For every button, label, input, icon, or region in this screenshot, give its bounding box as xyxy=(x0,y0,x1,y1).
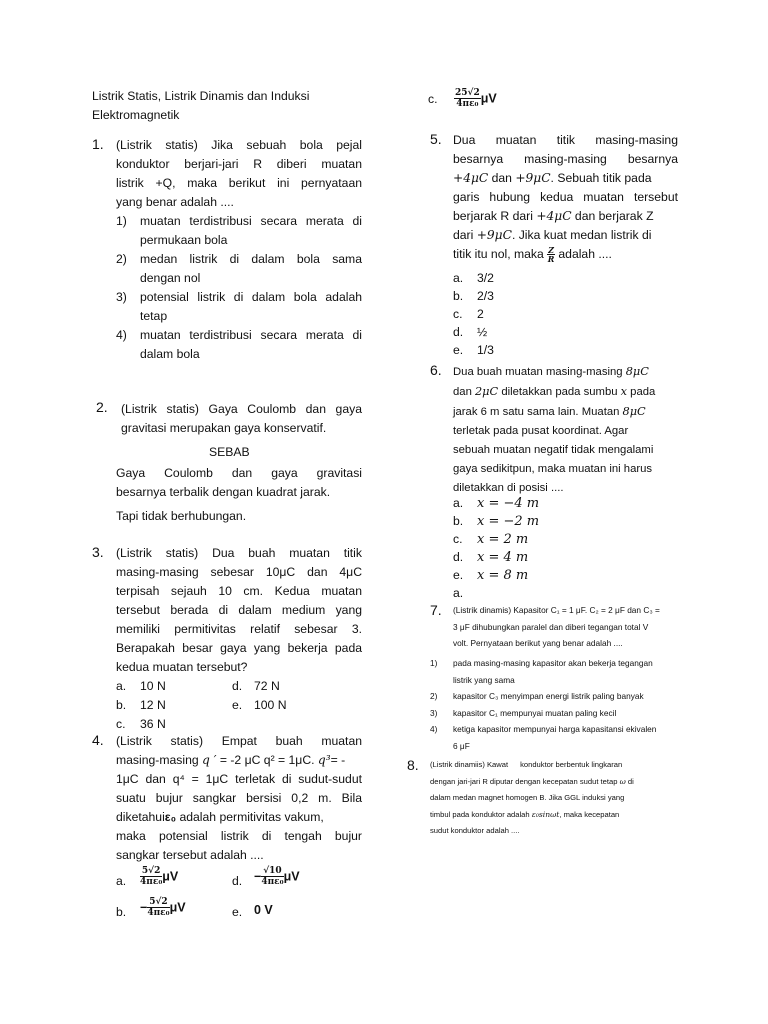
q7-line: (Listrik dinamis) Kapasitor C₁ = 1 μF. C₂ = 2 μF dan C₃ = xyxy=(453,605,660,615)
statement-item xyxy=(430,688,678,705)
q6-math: 8μC xyxy=(625,365,649,378)
option-value: x = 4 m xyxy=(477,550,529,565)
statement-line: kapasitor C₃ menyimpan energi listrik paling banyak xyxy=(453,691,644,701)
q8-line: sudut konduktor adalah .... xyxy=(430,826,520,835)
statement-number: 2) xyxy=(116,252,127,266)
q2-line: (Listrik statis) Gaya Coulomb dan gaya xyxy=(121,402,362,416)
q6-math: 2μC xyxy=(475,385,499,398)
statement-line: muatan terdistribusi secara merata di xyxy=(140,328,362,342)
document-title xyxy=(92,87,362,125)
question-1-number: 1. xyxy=(92,136,104,152)
option-row xyxy=(453,530,678,548)
question-6-text xyxy=(453,362,678,498)
q3-line: masing-masing sebesar 10μC dan 4μC xyxy=(116,565,362,579)
question-6-number: 6. xyxy=(430,362,442,378)
q7-line: volt. Pernyataan berikut yang benar adalah .... xyxy=(453,638,623,648)
option-value: 2 xyxy=(477,307,484,321)
statement-line: 6 μF xyxy=(453,740,470,751)
q4-line xyxy=(116,751,362,770)
option-value: 2/3 xyxy=(477,289,494,303)
q6-line xyxy=(453,382,678,402)
q8-math: ω xyxy=(619,776,626,786)
statement-item xyxy=(116,326,362,364)
q4-line: (Listrik statis) Empat buah muatan xyxy=(116,734,362,748)
option-value: 36 N xyxy=(140,717,166,731)
option-key: b. xyxy=(453,514,464,528)
fraction-denominator: R xyxy=(547,254,555,265)
q3-line: tersebut berada di dalam medium yang xyxy=(116,603,362,617)
statement-line: dengan nol xyxy=(140,271,201,285)
q5-text: dari xyxy=(453,228,477,242)
q6-line: terletak pada pusat koordinat. Agar xyxy=(453,425,629,437)
question-4-text xyxy=(116,732,362,865)
question-7-text xyxy=(453,602,678,652)
q5-math: +9μC xyxy=(476,228,512,242)
q2-line: besarnya terbalik dengan kuadrat jarak. xyxy=(116,485,331,499)
option-unit: μV xyxy=(480,91,497,106)
title-line-1: Listrik Statis, Listrik Dinamis dan Induksi xyxy=(92,89,310,103)
q8-line xyxy=(430,757,678,774)
q5-text: titik itu nol, maka xyxy=(453,247,548,261)
fraction-denominator: 4πε₀ xyxy=(261,877,284,887)
q8-line xyxy=(430,774,678,791)
q4-epsilon: ε₀ xyxy=(164,810,177,824)
question-3-number: 3. xyxy=(92,544,104,560)
statement-number: 3) xyxy=(430,707,438,718)
option-key: d. xyxy=(232,874,243,888)
q6-line xyxy=(453,402,678,422)
option-value: ½ xyxy=(477,325,488,339)
q6-text: diletakkan pada sumbu xyxy=(498,386,621,398)
fraction-denominator: 4πε₀ xyxy=(147,908,170,918)
q1-line: konduktor berjari-jari R diberi muatan xyxy=(116,157,362,171)
option-unit: μV xyxy=(162,869,179,884)
option-row xyxy=(453,548,678,566)
option-key: a. xyxy=(453,586,464,600)
q6-line: diletakkan di posisi .... xyxy=(453,482,564,494)
q4-line: maka potensial listrik di tengah bujur xyxy=(116,829,362,843)
q3-line: memiliki permitivitas relatif sebesar 3. xyxy=(116,622,362,636)
q4-math: q ′ xyxy=(202,753,217,767)
fraction-numerator: √10 xyxy=(263,866,282,876)
statement-line: muatan terdistribusi secara merata di xyxy=(140,214,362,228)
q5-line xyxy=(453,226,678,245)
q1-line: yang benar adalah .... xyxy=(116,195,234,209)
option-key: a. xyxy=(453,271,464,285)
option-sign: − xyxy=(140,900,148,915)
question-5-number: 5. xyxy=(430,131,442,147)
q8-line: dalam medan magnet homogen B. Jika GGL induksi yang xyxy=(430,793,625,802)
option-key: c. xyxy=(453,532,463,546)
option-value: 72 N xyxy=(254,679,280,693)
q5-line xyxy=(453,245,678,264)
q4-text: = -2 μC q² = 1μC. xyxy=(216,753,318,767)
q2-extra-line: Tapi tidak berhubungan. xyxy=(116,509,247,523)
q8-line xyxy=(430,807,678,824)
question-2-number: 2. xyxy=(96,399,108,415)
statement-item xyxy=(430,721,678,754)
option-row xyxy=(453,341,678,359)
statement-line: dalam bola xyxy=(140,347,200,361)
question-7-number: 7. xyxy=(430,602,442,618)
q5-math: +9μC xyxy=(515,171,551,185)
q4-line: 1μC dan q⁴ = 1μC terletak di sudut-sudut xyxy=(116,772,362,786)
statement-number: 4) xyxy=(116,328,127,342)
question-5-text xyxy=(453,131,678,264)
option-unit: μV xyxy=(283,869,300,884)
statement-line: tetap xyxy=(140,309,168,323)
q3-line: kedua muatan tersebut? xyxy=(116,660,248,674)
option-value: 1/3 xyxy=(477,343,494,357)
question-5-options xyxy=(453,269,678,359)
question-6-options xyxy=(453,494,678,602)
option-key: b. xyxy=(453,289,464,303)
q8-text: di xyxy=(625,776,634,786)
q4-text: diketahui xyxy=(116,810,165,824)
statement-number: 2) xyxy=(430,691,438,701)
q4-text: masing-masing xyxy=(116,753,203,767)
q5-text: dan xyxy=(488,171,516,185)
q8-text: timbul pada konduktor adalah xyxy=(430,809,532,819)
q4-line: sangkar tersebut adalah .... xyxy=(116,848,264,862)
question-4-options xyxy=(116,866,362,932)
q3-line: terpisah sejauh 10 cm. Kedua muatan xyxy=(116,584,362,598)
question-2-reason xyxy=(116,464,362,502)
statement-line: medan listrik di dalam bola sama xyxy=(140,252,362,266)
title-line-2: Elektromagnetik xyxy=(92,108,180,122)
q2-line: gravitasi merupakan gaya konservatif. xyxy=(121,421,327,435)
statement-number: 1) xyxy=(116,214,127,228)
statement-item xyxy=(116,250,362,288)
option-key: c. xyxy=(428,91,438,106)
statement-item xyxy=(430,705,678,722)
option-a-value xyxy=(140,866,178,887)
option-key: c. xyxy=(116,717,126,731)
fraction-numerator: 5√2 xyxy=(149,897,168,907)
q6-line xyxy=(453,362,678,382)
option-key: e. xyxy=(232,905,243,919)
q5-line: garis hubung kedua muatan tersebut xyxy=(453,190,678,204)
option-row xyxy=(453,287,678,305)
option-e-value: 0 V xyxy=(254,903,273,917)
statement-line: ketiga kapasitor mempunyai harga kapasitansi ekivalen xyxy=(453,724,657,734)
question-3-options xyxy=(116,677,362,734)
option-b-value xyxy=(140,897,186,918)
question-3-text xyxy=(116,544,362,677)
option-key: b. xyxy=(116,698,127,712)
option-key: d. xyxy=(453,325,464,339)
option-row xyxy=(453,323,678,341)
statement-item xyxy=(430,655,678,688)
q5-line xyxy=(453,207,678,226)
question-8-text xyxy=(430,757,678,840)
option-row xyxy=(453,566,678,584)
q5-text: dan berjarak Z xyxy=(571,209,654,223)
option-key: a. xyxy=(116,874,127,888)
q4-line: suatu bujur sangkar bersisi 0,2 m. Bila xyxy=(116,791,362,805)
option-value: x = −2 m xyxy=(477,514,540,529)
q3-line: (Listrik statis) Dua buah muatan titik xyxy=(116,546,362,560)
option-d-value xyxy=(254,866,300,887)
statement-number: 3) xyxy=(116,290,127,304)
q8-text: , maka kecepatan xyxy=(559,809,620,819)
statement-item xyxy=(116,212,362,250)
q4-math: q³ xyxy=(317,753,331,767)
option-row xyxy=(453,269,678,287)
question-7-statements xyxy=(430,655,678,754)
q6-text: jarak 6 m satu sama lain. Muatan xyxy=(453,406,623,418)
question-1-statements xyxy=(116,212,362,364)
option-row xyxy=(453,305,678,323)
q5-line xyxy=(453,169,678,188)
question-2-text xyxy=(121,400,362,438)
q7-line: 3 μF dihubungkan paralel dan diberi tegangan total V xyxy=(453,621,649,632)
statement-number: 4) xyxy=(430,724,438,734)
option-value: 3/2 xyxy=(477,271,494,285)
q5-text: adalah .... xyxy=(555,247,612,261)
q5-text: . Sebuah titik pada xyxy=(550,171,652,185)
fraction-numerator: Z xyxy=(548,245,554,256)
q5-math: +4μC xyxy=(453,171,489,185)
q6-text: pada xyxy=(627,386,656,398)
q8-math: ε₀sinωt xyxy=(531,809,560,819)
q6-text: dan xyxy=(453,386,475,398)
sebab-label: SEBAB xyxy=(209,445,250,459)
option-value: 10 N xyxy=(140,679,166,693)
q5-line: besarnya masing-masing besarnya xyxy=(453,152,678,166)
q4-text: = - xyxy=(330,753,346,767)
q2-line: Gaya Coulomb dan gaya gravitasi xyxy=(116,466,362,480)
fraction-denominator: 4πε₀ xyxy=(456,99,479,109)
option-value: x = −4 m xyxy=(477,496,540,511)
statement-item xyxy=(116,288,362,326)
option-row xyxy=(453,494,678,512)
statement-line: potensial listrik di dalam bola adalah xyxy=(140,290,362,304)
statement-line: permukaan bola xyxy=(140,233,228,247)
q6-text: Dua buah muatan masing-masing xyxy=(453,366,626,378)
q8-text: (Listrik dinamiis) Kawat xyxy=(430,760,509,769)
option-key: e. xyxy=(453,343,464,357)
option-key: d. xyxy=(453,550,464,564)
option-sign: − xyxy=(254,869,262,884)
option-value: x = 2 m xyxy=(477,532,529,547)
statement-number: 1) xyxy=(430,658,438,668)
q6-line: gaya sedikitpun, maka muatan ini harus xyxy=(453,463,653,475)
q8-text: dengan jari-jari R diputar dengan kecepatan sudut tetap xyxy=(430,776,620,786)
option-row xyxy=(453,512,678,530)
statement-line: listrik yang sama xyxy=(453,674,515,685)
question-8-number: 8. xyxy=(407,757,419,773)
q3-line: Berapakah besar gaya yang bekerja pada xyxy=(116,641,362,655)
option-key: e. xyxy=(232,698,243,712)
option-key: b. xyxy=(116,905,127,919)
q1-line: listrik +Q, maka berikut ini pernyataan xyxy=(116,176,362,190)
option-row xyxy=(453,584,678,602)
option-key: a. xyxy=(116,679,127,693)
q8-text: konduktor berbentuk lingkaran xyxy=(520,760,623,769)
q5-text: . Jika kuat medan listrik di xyxy=(511,228,652,242)
q5-text: berjarak R dari xyxy=(453,209,537,223)
option-key: c. xyxy=(453,307,463,321)
q5-math: +4μC xyxy=(536,209,572,223)
statement-line: pada masing-masing kapasitor akan bekerja tegangan xyxy=(453,658,653,668)
q6-line: sebuah muatan negatif tidak mengalami xyxy=(453,444,654,456)
question-4-option-c xyxy=(428,88,497,109)
fraction-numerator: 5√2 xyxy=(141,866,161,876)
question-4-number: 4. xyxy=(92,732,104,748)
q6-math: 8μC xyxy=(622,405,646,418)
option-value: 12 N xyxy=(140,698,166,712)
option-key: e. xyxy=(453,568,464,582)
q5-line: Dua muatan titik masing-masing xyxy=(453,133,678,147)
option-value: x = 8 m xyxy=(477,568,529,583)
q4-text: adalah permitivitas vakum, xyxy=(176,810,324,824)
q4-line xyxy=(116,808,362,827)
option-key: a. xyxy=(453,496,464,510)
statement-line: kapasitor C₁ mempunyai muatan paling kecil xyxy=(453,707,617,718)
option-key: d. xyxy=(232,679,243,693)
question-1-text xyxy=(116,136,362,212)
option-unit: μV xyxy=(169,900,186,915)
fraction-denominator: 4πε₀ xyxy=(140,877,163,887)
fraction-numerator: 25√2 xyxy=(455,88,480,98)
q1-line: (Listrik statis) Jika sebuah bola pejal xyxy=(116,138,362,152)
option-value: 100 N xyxy=(254,698,287,712)
q6-math: x xyxy=(620,385,628,398)
